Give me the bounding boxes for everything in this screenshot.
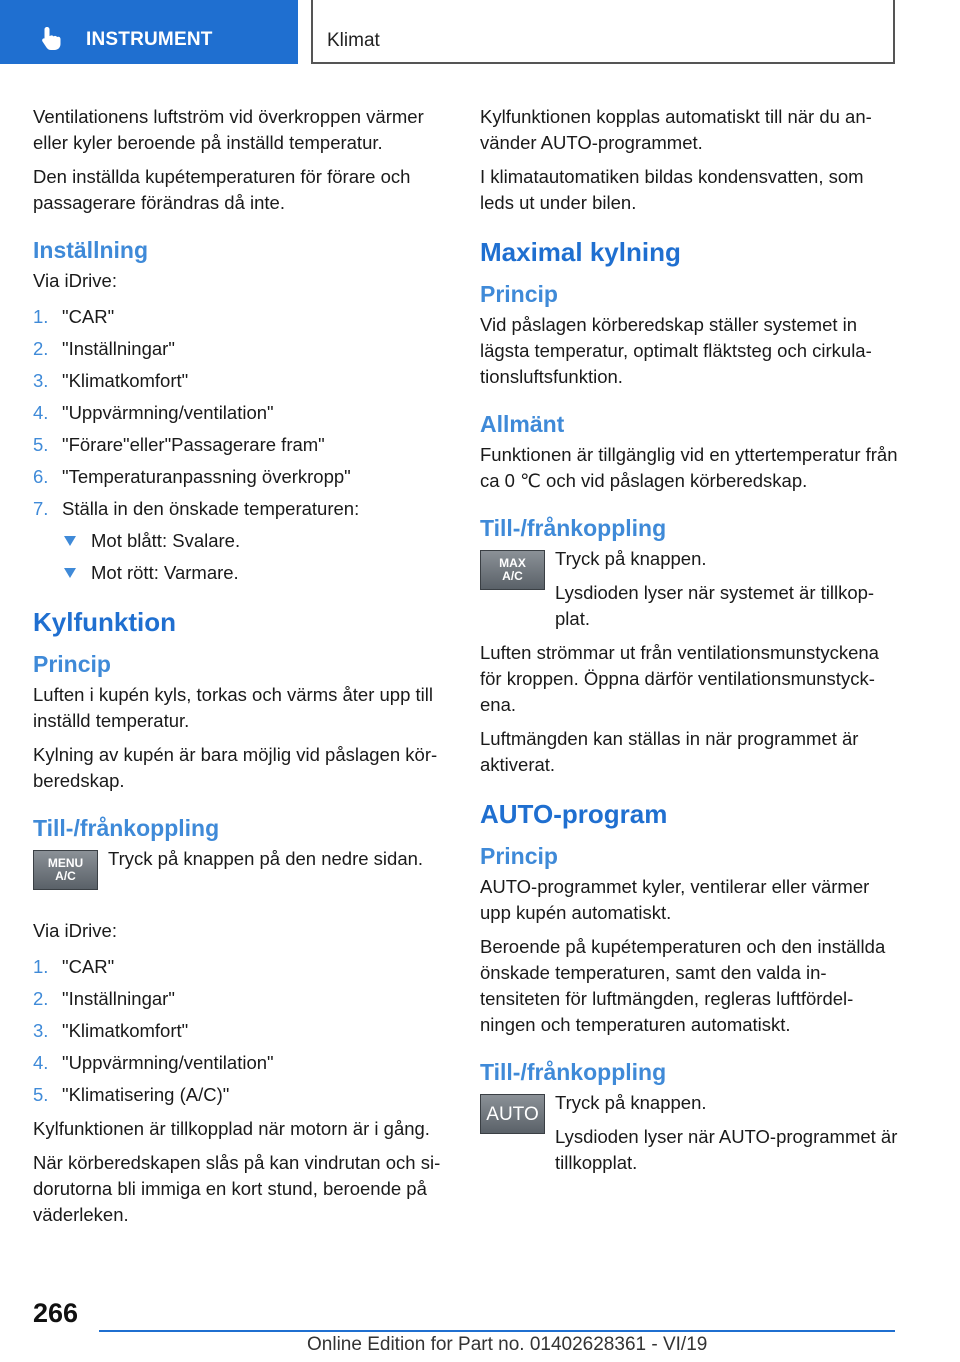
triangle-bullet-icon: [64, 536, 76, 546]
heading-princip: Princip: [480, 281, 558, 307]
steps-list: [33, 954, 451, 1108]
paragraph: Luften strömmar ut från ventilationsmunstyckena för kroppen. Öppna därför ventilationsmunstyckena.: [480, 642, 879, 715]
button-instruction: [480, 1090, 900, 1176]
heading-auto-program: AUTO-program: [480, 799, 668, 829]
menu-ac-button-icon: [33, 850, 98, 890]
step-text: "CAR": [62, 956, 115, 977]
step-number: 3.: [33, 370, 49, 391]
heading-till-frankoppling: Till-/frånkoppling: [480, 1059, 667, 1085]
button-label: MENU: [47, 856, 84, 870]
paragraph: Kylfunktionen är tillkopplad när motorn är i gång.: [33, 1118, 430, 1139]
paragraph: Tryck på knappen.: [555, 548, 707, 569]
steps-list: [33, 304, 451, 586]
sub-item-text: Mot blått: Svalare.: [91, 530, 241, 551]
list-item: [33, 496, 451, 586]
heading-kylfunktion: Kylfunktion: [33, 607, 176, 637]
heading-maximal-kylning: Maximal kylning: [480, 237, 681, 267]
button-instruction: [480, 546, 900, 632]
step-number: 5.: [33, 434, 49, 455]
paragraph: När körberedskapen slås på kan vindrutan och sidorutorna bli immiga en kort stund, beroende på väderleken.: [33, 1152, 441, 1225]
footer-edition: Online Edition for Part no. 01402628361 - VI/19: [307, 1334, 708, 1355]
step-number: 5.: [33, 1084, 49, 1105]
page-number: 266: [33, 1298, 79, 1328]
heading-till-frankoppling: Till-/frånkoppling: [480, 515, 667, 541]
button-label: MAX: [499, 556, 526, 570]
step-number: 3.: [33, 1020, 49, 1041]
list-item: [33, 954, 451, 980]
footer-divider: [99, 1330, 895, 1332]
paragraph: Luftmängden kan ställas in när programmet är aktiverat.: [480, 728, 859, 775]
button-label: A/C: [55, 869, 76, 883]
chapter-title: Klimat: [327, 30, 380, 51]
step-number: 4.: [33, 402, 49, 423]
paragraph: Tryck på knappen på den nedre sidan.: [108, 848, 424, 869]
heading-princip: Princip: [33, 651, 111, 677]
step-text: "Inställningar": [62, 988, 175, 1009]
paragraph: Kylfunktionen kopplas automatiskt till när du använder AUTO-programmet.: [480, 106, 872, 153]
list-item: [33, 1082, 451, 1108]
heading-princip: Princip: [480, 843, 558, 869]
paragraph: Tryck på knappen.: [555, 1092, 707, 1113]
sub-list-item: [62, 560, 451, 586]
paragraph: Den inställda kupétemperaturen för förare och passagerare förändras då inte.: [33, 166, 411, 213]
right-column: [480, 104, 900, 1184]
paragraph: I klimatautomatiken bildas kondensvatten, som leds ut under bilen.: [480, 166, 864, 213]
paragraph: Lysdioden lyser när systemet är tillkopplat.: [555, 582, 875, 629]
hand-pointer-icon: [38, 24, 66, 52]
list-item: [33, 986, 451, 1012]
list-item: [33, 464, 451, 490]
step-text: "Uppvärmning/ventilation": [62, 402, 274, 423]
paragraph: Ventilationens luftström vid överkroppen värmer eller kyler beroende på inställd temperatur.: [33, 106, 424, 153]
list-item: [33, 1018, 451, 1044]
sub-list: [62, 528, 451, 586]
auto-button-icon: [480, 1094, 545, 1134]
step-text: "CAR": [62, 306, 115, 327]
sub-item-text: Mot rött: Varmare.: [91, 562, 239, 583]
step-number: 2.: [33, 338, 49, 359]
step-number: 1.: [33, 956, 49, 977]
paragraph: Kylning av kupén är bara möjlig vid påslagen körberedskap.: [33, 744, 438, 791]
step-text: "Temperaturanpassning överkropp": [62, 466, 351, 487]
step-text: "Uppvärmning/ventilation": [62, 1052, 274, 1073]
step-text: "Klimatkomfort": [62, 370, 189, 391]
paragraph: Lysdioden lyser när AUTO-programmet är tillkopplat.: [555, 1126, 898, 1173]
section-tab: [0, 0, 298, 64]
step-text: "Inställningar": [62, 338, 175, 359]
triangle-bullet-icon: [64, 568, 76, 578]
paragraph: Funktionen är tillgänglig vid en yttertemperatur från ca 0 ℃ och vid påslagen körberedskap.: [480, 444, 898, 491]
paragraph: Beroende på kupétemperaturen och den inställda önskade temperaturen, samt den valda intensiteten för luftmängden, regleras luftfördelningen och temperaturen automatiskt.: [480, 936, 886, 1035]
list-item: [33, 432, 451, 458]
step-number: 1.: [33, 306, 49, 327]
button-label: AUTO: [486, 1103, 539, 1125]
step-number: 6.: [33, 466, 49, 487]
step-text: "Klimatkomfort": [62, 1020, 189, 1041]
step-text: "Förare"eller"Passagerare fram": [62, 434, 325, 455]
step-number: 4.: [33, 1052, 49, 1073]
paragraph: Luften i kupén kyls, torkas och värms åter upp till inställd temperatur.: [33, 684, 433, 731]
heading-allmant: Allmänt: [480, 411, 565, 437]
paragraph: Vid påslagen körberedskap ställer systemet in lägsta temperatur, optimalt fläktsteg och cirkulationsluftsfunktion.: [480, 314, 872, 387]
left-column: [33, 104, 451, 1236]
step-number: 7.: [33, 498, 49, 519]
list-item: [33, 368, 451, 394]
list-item: [33, 336, 451, 362]
paragraph: AUTO-programmet kyler, ventilerar eller värmer upp kupén automatiskt.: [480, 876, 870, 923]
sub-list-item: [62, 528, 451, 554]
heading-installning: Inställning: [33, 237, 148, 263]
list-item: [33, 1050, 451, 1076]
section-title: INSTRUMENT: [86, 29, 213, 50]
heading-till-frankoppling: Till-/frånkoppling: [33, 815, 220, 841]
list-item: [33, 304, 451, 330]
step-text: Ställa in den önskade temperaturen:: [62, 498, 360, 519]
button-instruction: [33, 846, 451, 910]
paragraph: Via iDrive:: [33, 920, 117, 941]
max-ac-button-icon: [480, 550, 545, 590]
button-label: A/C: [502, 569, 523, 583]
step-number: 2.: [33, 988, 49, 1009]
step-text: "Klimatisering (A/C)": [62, 1084, 230, 1105]
paragraph: Via iDrive:: [33, 270, 117, 291]
list-item: [33, 400, 451, 426]
chapter-header: [311, 0, 895, 64]
